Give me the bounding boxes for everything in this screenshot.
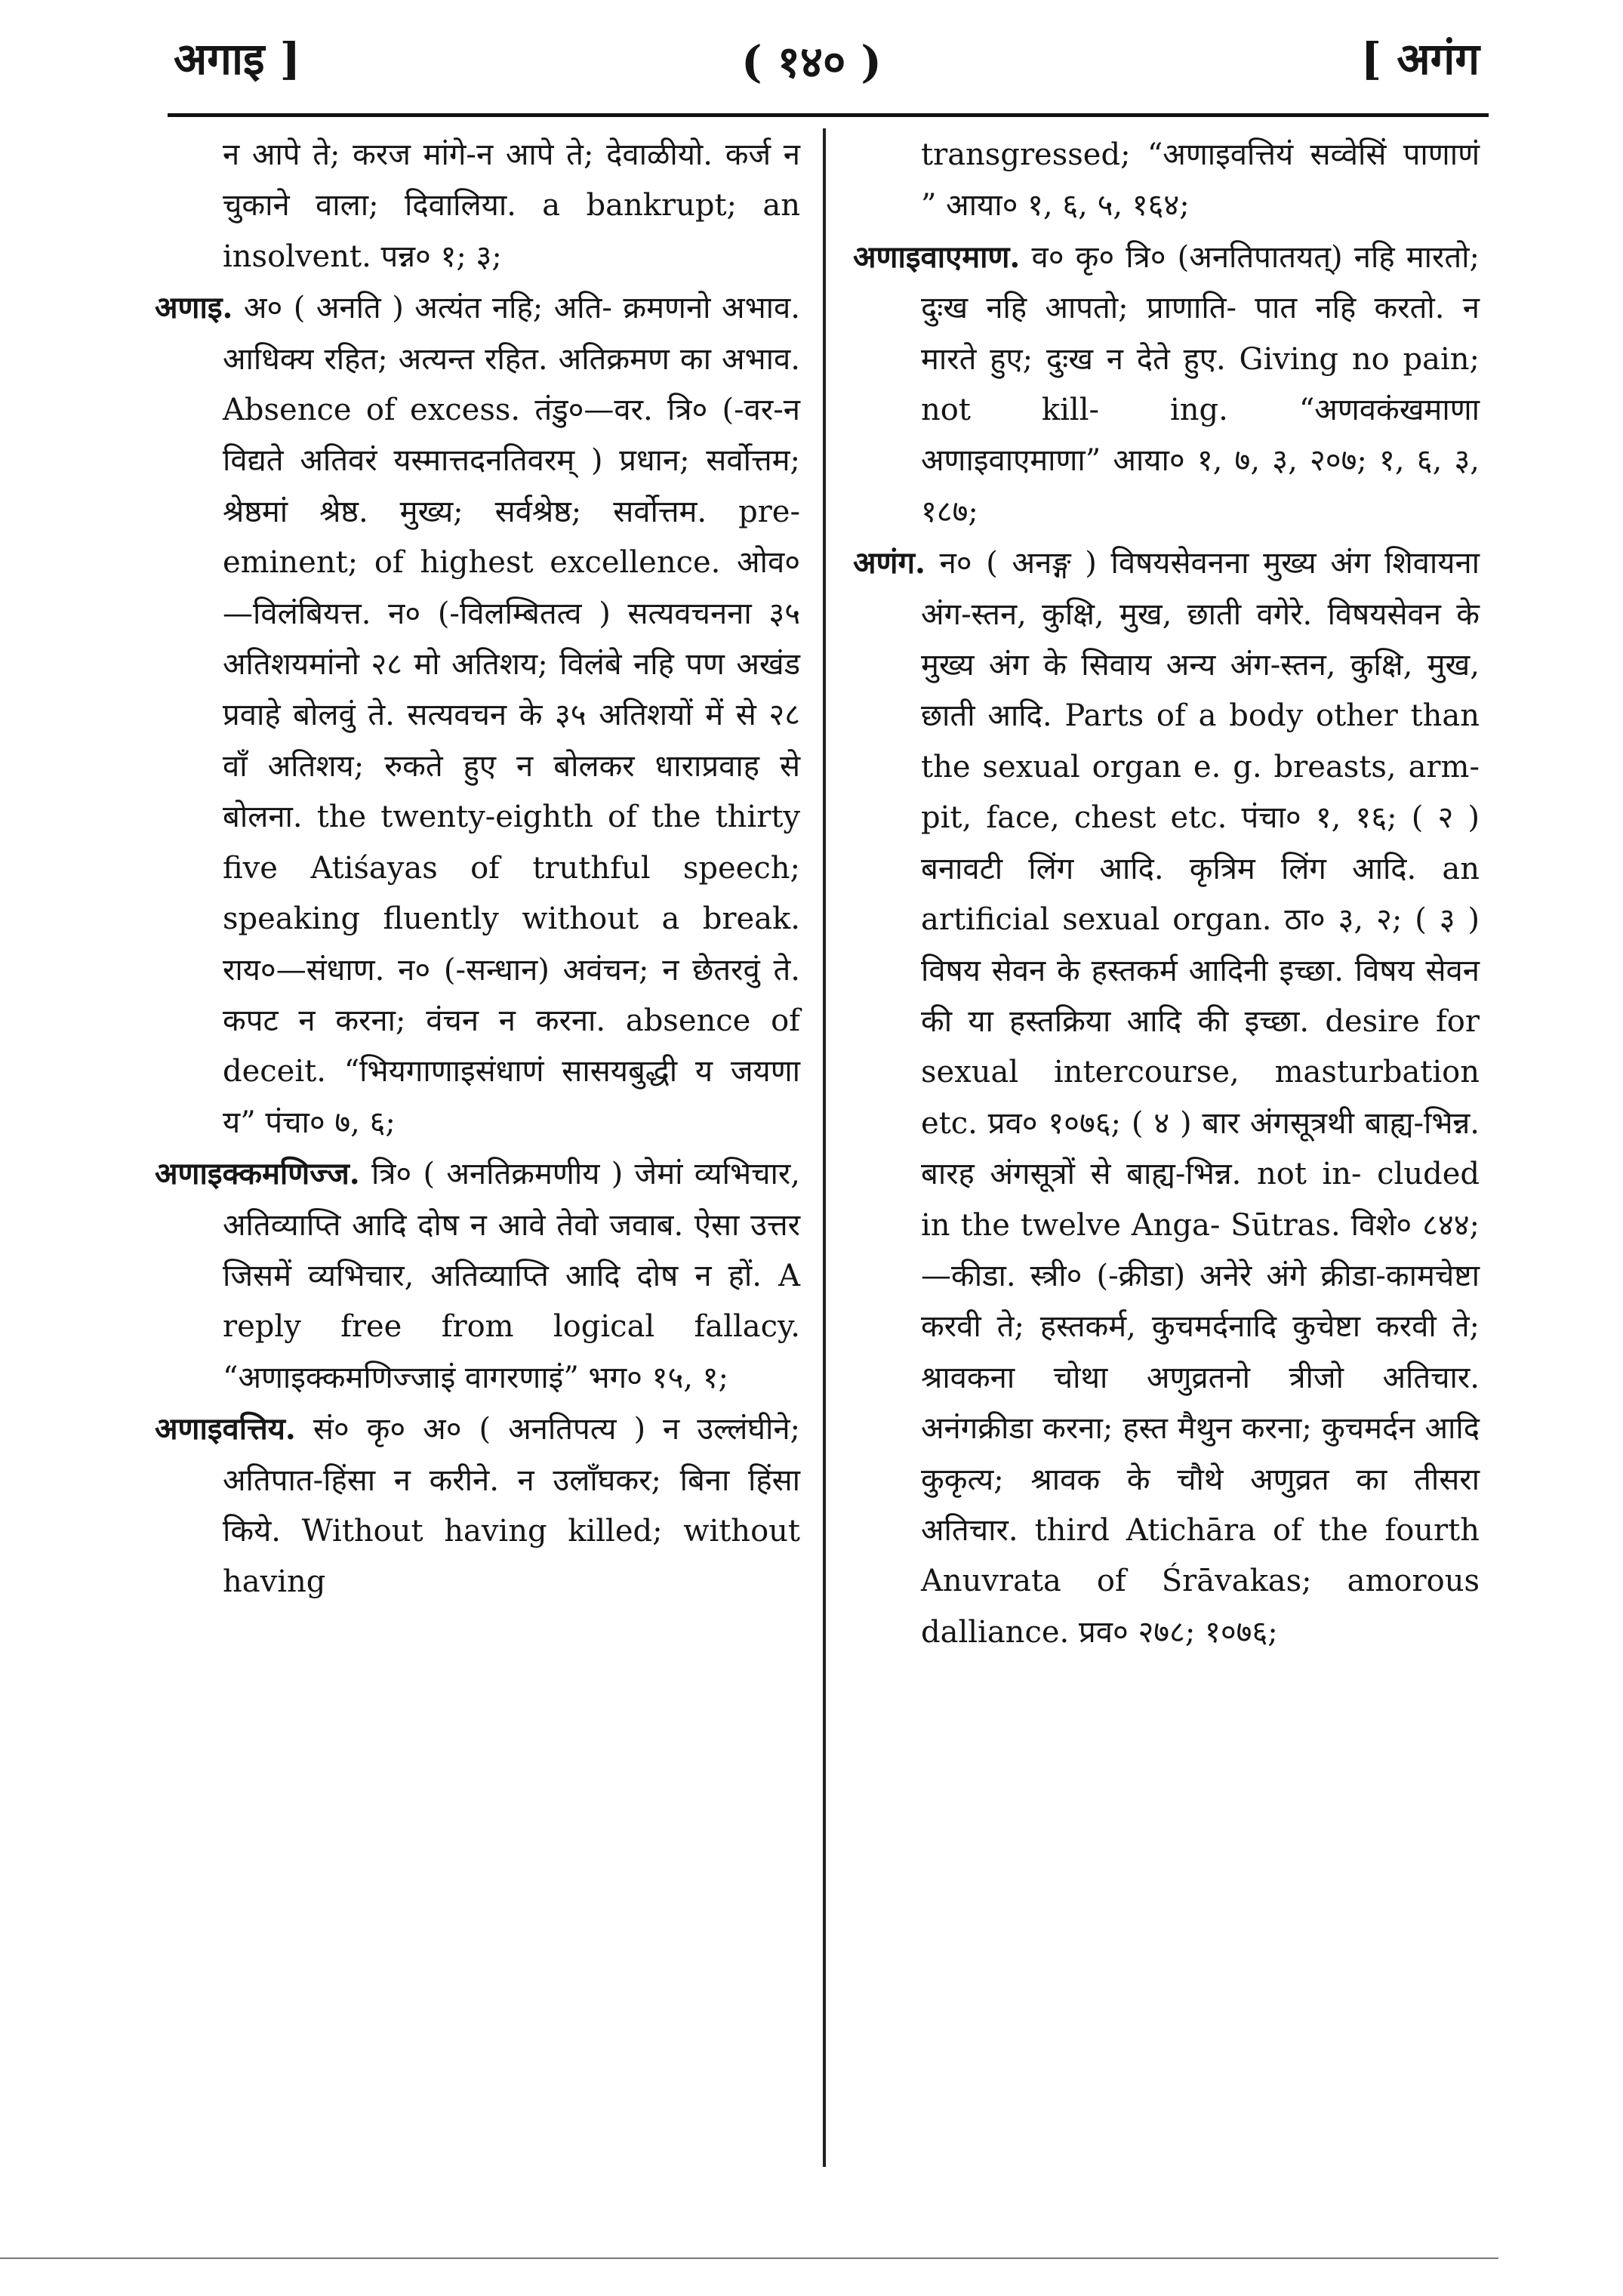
dictionary-entry	[155, 1404, 800, 1608]
running-head-right: [ अगंग	[1360, 33, 1480, 85]
dictionary-entry	[853, 538, 1480, 1658]
right-column	[853, 130, 1480, 1658]
headword: अणाइ.	[155, 290, 233, 326]
entry-text: न० ( अनङ्ग ) विषयसेवनना मुख्य अंग शिवायना अंग-स्तन, कुक्षि, मुख, छाती वगेरे. विषयसेवन के मुख्य अंग के सिवाय अन्य अंग-स्तन, कुक्षि, मुख, छाती आदि. Parts of a body other than the sexual organ e. g. breasts, arm-pit, face, chest etc. पंचा० १, १६; ( २ ) बनावटी लिंग आदि. कृत्रिम लिंग आदि. an artificial sexual organ. ठा० ३, २; ( ३ ) विषय सेवन के हस्तकर्म आदिनी इच्छा. विषय सेवन की या हस्तक्रिया आदि की इच्छा. desire for sexual intercourse, masturbation etc. प्रव० १०७६; ( ४ ) बार अंगसूत्रथी बाह्य-भिन्न. बारह अंगसूत्रों से बाह्य-भिन्न. not in- cluded in the twelve Anga- Sūtras. विशे० ८४४;—कीडा. स्त्री० (-क्रीडा) अनेरे अंगे क्रीडा-कामचेष्टा करवी ते; हस्तकर्म, कुचमर्दनादि कुचेष्टा करवी ते; श्रावकना चोथा अणुव्रतनो त्रीजो अतिचार. अनंगक्रीडा करना; हस्त मैथुन करना; कुचमर्दन आदि कुकृत्य; श्रावक के चौथे अणुव्रत का तीसरा अतिचार. third Atichāra of the fourth Anuvrata of Śrāvakas; amorous dalliance. प्रव० २७८; १०७६;	[921, 546, 1480, 1650]
entry-continuation	[853, 130, 1480, 232]
column-divider	[823, 128, 826, 2167]
headword: अणाइवाएमाण.	[853, 239, 1021, 275]
headword: अणंग.	[853, 545, 925, 581]
entry-text: transgressed; “अणाइवत्तियं सव्वेसिं पाणाणं ” आया० १, ६, ५, १६४;	[921, 137, 1480, 223]
footer-rule	[0, 2257, 1498, 2259]
left-column	[155, 130, 800, 1608]
dictionary-entry	[853, 232, 1480, 538]
entry-text: अ० ( अनति ) अत्यंत नहि; अति- क्रमणनो अभाव. आधिक्य रहित; अत्यन्त रहित. अतिक्रमण का अभाव. Absence of excess. तंडु०—वर. त्रि० (-वर-न विद्यते अतिवरं यस्मात्तदनतिवरम् ) प्रधान; सर्वोत्तम; श्रेष्ठमां श्रेष्ठ. मुख्य; सर्वश्रेष्ठ; सर्वोत्तम. pre-eminent; of highest excellence. ओव०—विलंबियत्त. न० (-विलम्बितत्व ) सत्यवचनना ३५ अतिशयमांनो २८ मो अतिशय; विलंबे नहि पण अखंड प्रवाहे बोलवुं ते. सत्यवचन के ३५ अतिशयों में से २८ वाँ अतिशय; रुकते हुए न बोलकर धाराप्रवाह से बोलना. the twenty-eighth of the thirty five Atiśayas of truthful speech; speaking fluently without a break. राय०—संधाण. न० (-सन्धान) अवंचन; न छेतरवुं ते. कपट न करना; वंचन न करना. absence of deceit. “भियगाणाइसंधाणं सासयबुद्धी य जयणा य” पंचा० ७, ६;	[223, 291, 800, 1140]
entry-text: त्रि० ( अनतिक्रमणीय ) जेमां व्यभिचार, अतिव्याप्ति आदि दोष न आवे तेवो जवाब. ऐसा उत्तर जिसमें व्यभिचार, अतिव्याप्ति आदि दोष न हों. A reply free from logical fallacy. “अणाइक्कमणिज्जाइं वागरणाइं” भग० १५, १;	[223, 1157, 800, 1395]
running-head-left: अगाइ ]	[174, 33, 301, 85]
entry-text: व० कृ० त्रि० (अनतिपातयत्) नहि मारतो; दुःख नहि आपतो; प्राणाति- पात नहि करतो. न मारते हुए; दुःख न देते हुए. Giving no pain; not kill- ing. “अणवकंखमाणा अणाइवाएमाणा” आया० १, ७, ३, २०७; १, ६, ३, १८७;	[921, 239, 1480, 529]
entry-text: सं० कृ० अ० ( अनतिपत्य ) न उल्लंघीने; अतिपात-हिंसा न करीने. न उलाँघकर; बिना हिंसा किये. Without having killed; without having	[223, 1412, 800, 1600]
headword: अणाइक्कमणिज्ज.	[155, 1156, 360, 1192]
entry-text: न आपे ते; करज मांगे-न आपे ते; देवाळीयो. कर्ज न चुकाने वाला; दिवालिया. a bankrupt; an insolvent. पन्न० १; ३;	[223, 137, 800, 274]
entry-continuation	[155, 130, 800, 282]
header-rule	[168, 113, 1489, 117]
dictionary-entry	[155, 1148, 800, 1404]
dictionary-entry	[155, 282, 800, 1148]
headword: अणाइवत्तिय.	[155, 1411, 296, 1447]
page-number: ( १४० )	[741, 36, 882, 88]
